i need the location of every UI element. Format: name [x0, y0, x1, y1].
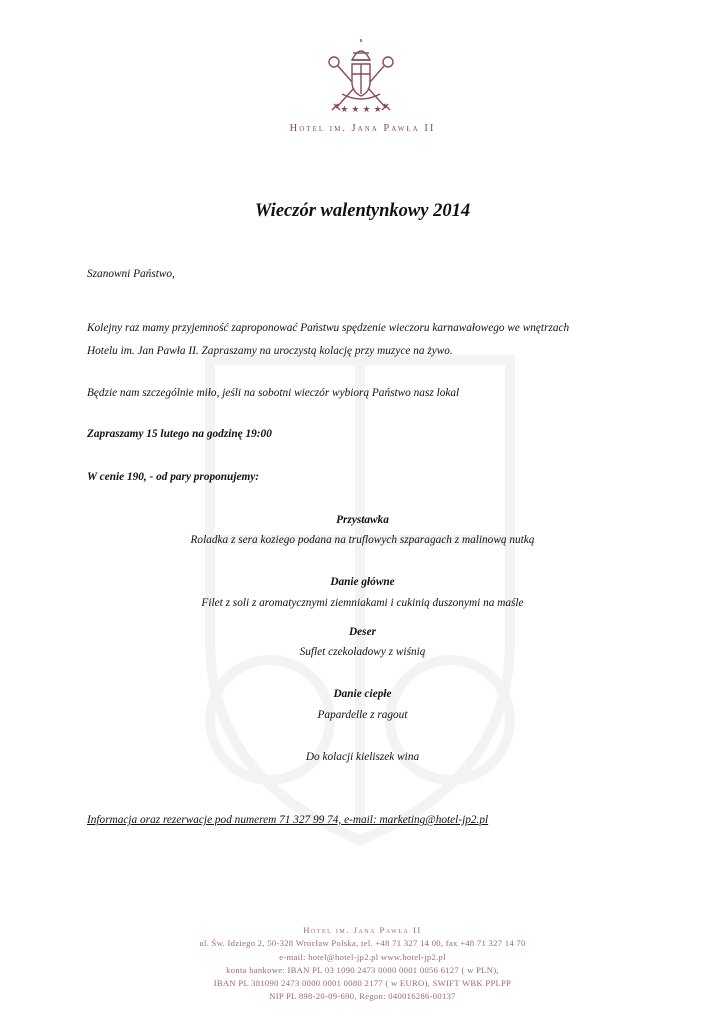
wine-note: Do kolacji kieliszek wina: [305, 751, 420, 763]
price-line: W cenie 190, - od pary proponujemy:: [87, 471, 260, 483]
menu-dish-starter: Roladka z sera koziego podana na truflowych szparagach z malinową nutką: [190, 534, 535, 546]
footer-email: e-mail: hotel@hotel-jp2.pl www.hotel-jp2.pl: [279, 951, 446, 962]
menu-heading-starter: Przystawka: [336, 514, 389, 526]
menu-dish-dessert: Suflet czekoladowy z wiśnią: [299, 646, 426, 658]
menu-dish-warm: Papardelle z ragout: [317, 709, 408, 721]
menu-heading-warm: Danie ciepłe: [333, 688, 392, 700]
hotel-name-header: Hotel im. Jana Pawła II: [289, 123, 436, 134]
saturday-invitation: Będzie nam szczególnie miło, jeśli na sobotni wieczór wybiorą Państwo nasz lokal: [87, 387, 460, 399]
footer: [0, 924, 725, 1004]
menu-dish-main: Filet z soli z aromatycznymi ziemniakami i cukinią duszonymi na maśle: [201, 597, 524, 609]
footer-hotel-name: Hotel im. Jana Pawła II: [303, 925, 422, 935]
greeting: Szanowni Państwo,: [87, 268, 175, 280]
contact-info: Informacja oraz rezerwacje pod numerem 71 327 99 74, e-mail: marketing@hotel-jp2.pl: [87, 814, 489, 826]
footer-nip: NIP PL 898-20-09-690, Regon: 040016286-00137: [269, 991, 456, 1002]
hotel-stars: ★★★★: [340, 104, 385, 114]
footer-address: ul. Św. Idziego 2, 50-328 Wrocław Polska, tel. +48 71 327 14 00, fax +48 71 327 14 70: [199, 938, 526, 949]
intro-line-1: Kolejny raz mamy przyjemność zaproponować Państwu spędzenie wieczoru karnawałowego we wnętrzach: [87, 322, 570, 334]
intro-line-2: Hotelu im. Jan Pawła II. Zapraszamy na uroczystą kolację przy muzyce na żywo.: [87, 345, 453, 357]
menu-heading-dessert: Deser: [349, 626, 376, 638]
footer-bank-1: konta bankowe: IBAN PL 03 1090 2473 0000 0001 0056 6127 ( w PLN),: [226, 964, 499, 975]
footer-bank-2: IBAN PL 381090 2473 0000 0001 0080 2177 ( w EURO), SWIFT WBK PPLPP: [213, 978, 512, 989]
page-title: Wieczór walentynkowy 2014: [254, 201, 471, 221]
invite-date: Zapraszamy 15 lutego na godzinę 19:00: [87, 428, 272, 440]
menu-heading-main: Danie główne: [330, 576, 395, 588]
